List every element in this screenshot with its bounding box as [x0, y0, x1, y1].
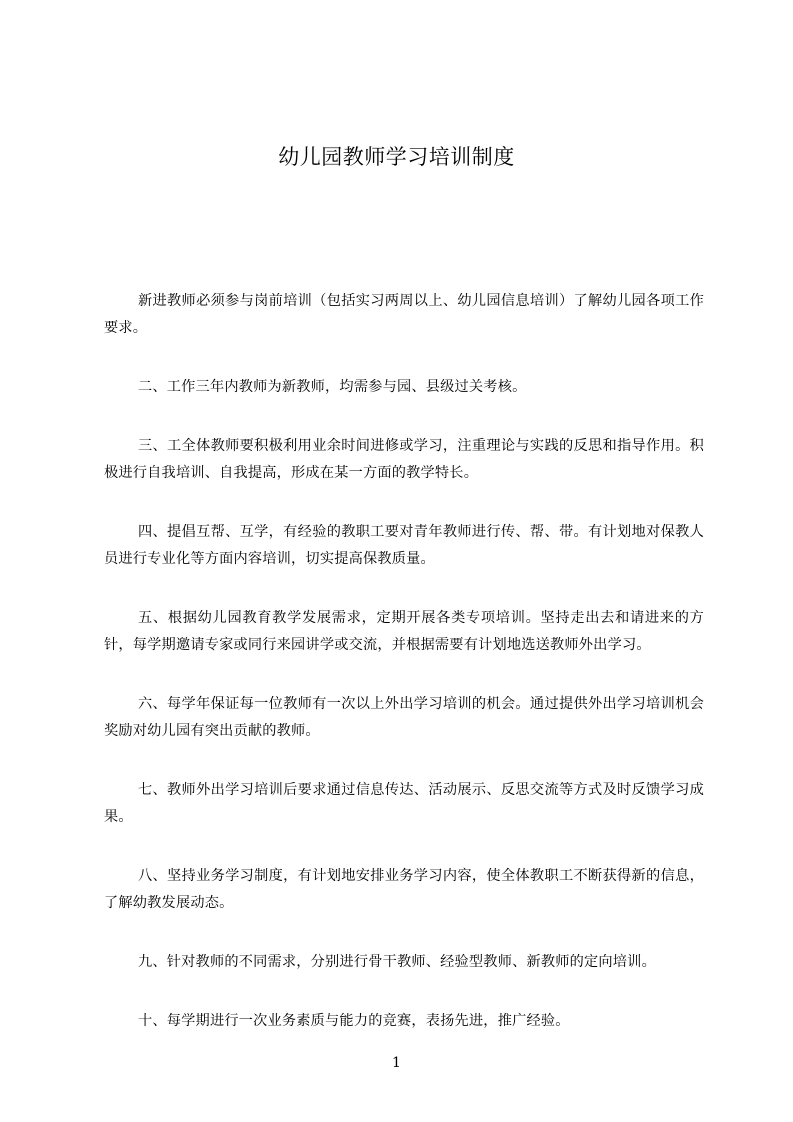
page-number: 1 — [392, 1055, 401, 1071]
paragraph-6: 六、每学年保证每一位教师有一次以上外出学习培训的机会。通过提供外出学习培训机会奖励对幼儿园有突出贡献的教师。 — [104, 696, 704, 739]
paragraph-3: 三、工全体教师要积极利用业余时间进修或学习，注重理论与实践的反思和指导作用。积极进行自我培训、自我提高，形成在某一方面的教学特长。 — [104, 438, 704, 481]
paragraph-9: 九、针对教师的不同需求，分别进行骨干教师、经验型教师、新教师的定向培训。 — [138, 954, 656, 970]
paragraph-5: 五、根据幼儿园教育教学发展需求，定期开展各类专项培训。坚持走出去和请进来的方针，每学期邀请专家或同行来园讲学或交流，并根据需要有计划地选送教师外出学习。 — [104, 610, 704, 653]
paragraph-10: 十、每学期进行一次业务素质与能力的竞赛，表扬先进，推广经验。 — [138, 1013, 570, 1029]
paragraph-1: 新进教师必须参与岗前培训（包括实习两周以上、幼儿园信息培训）了解幼儿园各项工作要求。 — [104, 293, 704, 336]
paragraph-8: 八、坚持业务学习制度，有计划地安排业务学习内容，使全体教职工不断获得新的信息，了解幼教发展动态。 — [104, 868, 704, 911]
paragraph-4: 四、提倡互帮、互学，有经验的教职工要对青年教师进行传、帮、带。有计划地对保教人员进行专业化等方面内容培训，切实提高保教质量。 — [104, 524, 704, 567]
paragraph-7: 七、教师外出学习培训后要求通过信息传达、活动展示、反思交流等方式及时反馈学习成果。 — [104, 782, 704, 825]
document-title: 幼儿园教师学习培训制度 — [278, 145, 515, 169]
paragraph-2: 二、工作三年内教师为新教师，均需参与园、县级过关考核。 — [138, 379, 527, 395]
document-body — [104, 288, 704, 1067]
